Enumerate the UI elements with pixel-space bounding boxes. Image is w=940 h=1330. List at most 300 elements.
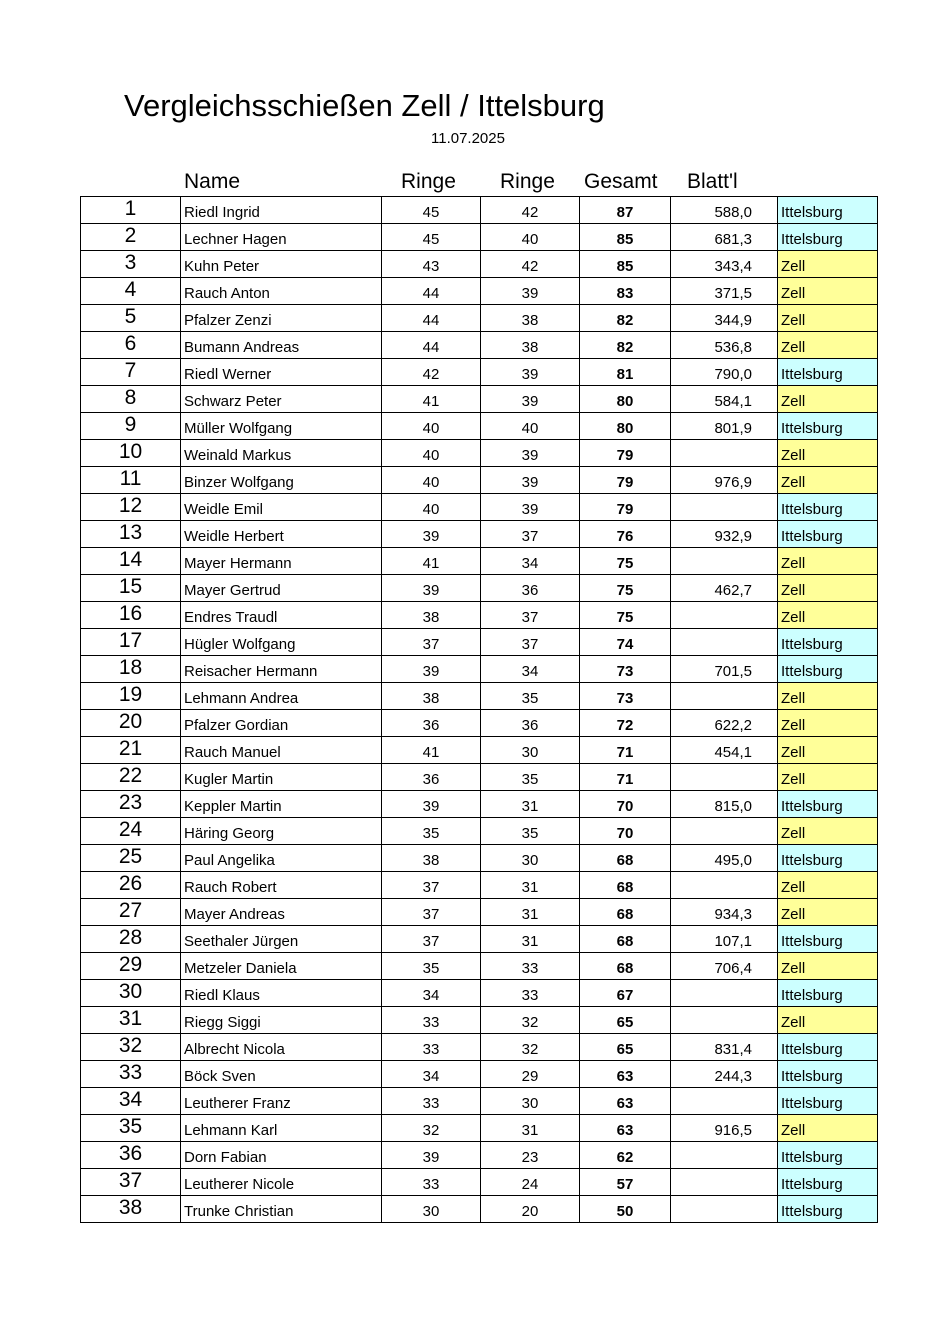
blattl-cell [671, 602, 778, 629]
rank-cell: 9 [81, 413, 181, 440]
ringe-1-cell: 33 [382, 1088, 481, 1115]
club-cell: Ittelsburg [778, 359, 878, 386]
gesamt-cell: 81 [580, 359, 671, 386]
table-row [81, 359, 878, 386]
blattl-cell [671, 440, 778, 467]
club-cell: Ittelsburg [778, 980, 878, 1007]
ringe-1-cell: 39 [382, 521, 481, 548]
header-gesamt: Gesamt [584, 170, 658, 193]
ringe-1-cell: 36 [382, 764, 481, 791]
name-cell: Kugler Martin [181, 764, 382, 791]
blattl-cell: 462,7 [671, 575, 778, 602]
ringe-2-cell: 37 [481, 602, 580, 629]
name-cell: Rauch Manuel [181, 737, 382, 764]
ringe-2-cell: 35 [481, 818, 580, 845]
ringe-1-cell: 40 [382, 467, 481, 494]
club-cell: Zell [778, 332, 878, 359]
rank-cell: 2 [81, 224, 181, 251]
table-row [81, 656, 878, 683]
name-cell: Rauch Robert [181, 872, 382, 899]
table-row [81, 197, 878, 224]
gesamt-cell: 63 [580, 1115, 671, 1142]
gesamt-cell: 63 [580, 1061, 671, 1088]
name-cell: Metzeler Daniela [181, 953, 382, 980]
club-cell: Ittelsburg [778, 1142, 878, 1169]
rank-cell: 18 [81, 656, 181, 683]
gesamt-cell: 68 [580, 899, 671, 926]
results-table-body [81, 197, 878, 1223]
ringe-2-cell: 37 [481, 521, 580, 548]
gesamt-cell: 80 [580, 413, 671, 440]
blattl-cell: 344,9 [671, 305, 778, 332]
ringe-2-cell: 32 [481, 1034, 580, 1061]
club-cell: Zell [778, 737, 878, 764]
club-cell: Zell [778, 953, 878, 980]
gesamt-cell: 68 [580, 926, 671, 953]
ringe-2-cell: 40 [481, 224, 580, 251]
name-cell: Albrecht Nicola [181, 1034, 382, 1061]
table-row [81, 683, 878, 710]
gesamt-cell: 87 [580, 197, 671, 224]
blattl-cell: 536,8 [671, 332, 778, 359]
club-cell: Zell [778, 872, 878, 899]
ringe-2-cell: 23 [481, 1142, 580, 1169]
ringe-2-cell: 38 [481, 332, 580, 359]
club-cell: Ittelsburg [778, 1196, 878, 1223]
rank-cell: 3 [81, 251, 181, 278]
ringe-2-cell: 30 [481, 845, 580, 872]
table-row [81, 332, 878, 359]
rank-cell: 29 [81, 953, 181, 980]
blattl-cell: 701,5 [671, 656, 778, 683]
blattl-cell [671, 872, 778, 899]
table-row [81, 278, 878, 305]
ringe-2-cell: 39 [481, 278, 580, 305]
club-cell: Ittelsburg [778, 224, 878, 251]
ringe-1-cell: 44 [382, 332, 481, 359]
rank-cell: 38 [81, 1196, 181, 1223]
ringe-1-cell: 41 [382, 386, 481, 413]
club-cell: Zell [778, 683, 878, 710]
gesamt-cell: 71 [580, 737, 671, 764]
name-cell: Paul Angelika [181, 845, 382, 872]
ringe-1-cell: 39 [382, 575, 481, 602]
club-cell: Zell [778, 548, 878, 575]
name-cell: Böck Sven [181, 1061, 382, 1088]
gesamt-cell: 73 [580, 683, 671, 710]
gesamt-cell: 80 [580, 386, 671, 413]
header-blattl: Blatt'l [687, 170, 738, 193]
gesamt-cell: 68 [580, 872, 671, 899]
club-cell: Ittelsburg [778, 1034, 878, 1061]
name-cell: Mayer Andreas [181, 899, 382, 926]
rank-cell: 27 [81, 899, 181, 926]
table-row [81, 764, 878, 791]
ringe-2-cell: 39 [481, 467, 580, 494]
ringe-1-cell: 37 [382, 899, 481, 926]
name-cell: Binzer Wolfgang [181, 467, 382, 494]
ringe-1-cell: 30 [382, 1196, 481, 1223]
name-cell: Müller Wolfgang [181, 413, 382, 440]
ringe-1-cell: 34 [382, 980, 481, 1007]
name-cell: Weidle Herbert [181, 521, 382, 548]
ringe-1-cell: 33 [382, 1169, 481, 1196]
ringe-2-cell: 39 [481, 440, 580, 467]
table-row [81, 548, 878, 575]
name-cell: Bumann Andreas [181, 332, 382, 359]
rank-cell: 7 [81, 359, 181, 386]
ringe-2-cell: 31 [481, 791, 580, 818]
rank-cell: 22 [81, 764, 181, 791]
gesamt-cell: 79 [580, 494, 671, 521]
blattl-cell: 244,3 [671, 1061, 778, 1088]
blattl-cell: 790,0 [671, 359, 778, 386]
club-cell: Zell [778, 710, 878, 737]
club-cell: Ittelsburg [778, 629, 878, 656]
event-date: 11.07.2025 [431, 130, 505, 147]
ringe-2-cell: 33 [481, 953, 580, 980]
rank-cell: 23 [81, 791, 181, 818]
table-row [81, 1142, 878, 1169]
ringe-2-cell: 31 [481, 1115, 580, 1142]
club-cell: Zell [778, 1007, 878, 1034]
ringe-2-cell: 31 [481, 899, 580, 926]
rank-cell: 28 [81, 926, 181, 953]
club-cell: Ittelsburg [778, 845, 878, 872]
blattl-cell [671, 818, 778, 845]
ringe-1-cell: 32 [382, 1115, 481, 1142]
table-row [81, 602, 878, 629]
table-row [81, 980, 878, 1007]
table-row [81, 224, 878, 251]
ringe-1-cell: 40 [382, 413, 481, 440]
gesamt-cell: 57 [580, 1169, 671, 1196]
blattl-cell: 934,3 [671, 899, 778, 926]
ringe-1-cell: 33 [382, 1007, 481, 1034]
rank-cell: 26 [81, 872, 181, 899]
blattl-cell: 584,1 [671, 386, 778, 413]
table-row [81, 845, 878, 872]
name-cell: Leutherer Franz [181, 1088, 382, 1115]
ringe-1-cell: 40 [382, 440, 481, 467]
blattl-cell [671, 1196, 778, 1223]
ringe-2-cell: 37 [481, 629, 580, 656]
club-cell: Zell [778, 818, 878, 845]
blattl-cell [671, 1142, 778, 1169]
ringe-1-cell: 45 [382, 197, 481, 224]
ringe-2-cell: 35 [481, 764, 580, 791]
club-cell: Zell [778, 251, 878, 278]
blattl-cell: 916,5 [671, 1115, 778, 1142]
name-cell: Trunke Christian [181, 1196, 382, 1223]
ringe-1-cell: 35 [382, 818, 481, 845]
gesamt-cell: 62 [580, 1142, 671, 1169]
rank-cell: 34 [81, 1088, 181, 1115]
rank-cell: 15 [81, 575, 181, 602]
rank-cell: 12 [81, 494, 181, 521]
table-row [81, 710, 878, 737]
ringe-1-cell: 41 [382, 737, 481, 764]
name-cell: Lechner Hagen [181, 224, 382, 251]
rank-cell: 37 [81, 1169, 181, 1196]
blattl-cell: 681,3 [671, 224, 778, 251]
blattl-cell: 815,0 [671, 791, 778, 818]
rank-cell: 4 [81, 278, 181, 305]
club-cell: Zell [778, 899, 878, 926]
rank-cell: 8 [81, 386, 181, 413]
rank-cell: 19 [81, 683, 181, 710]
gesamt-cell: 50 [580, 1196, 671, 1223]
club-cell: Zell [778, 575, 878, 602]
blattl-cell [671, 980, 778, 1007]
ringe-1-cell: 44 [382, 278, 481, 305]
rank-cell: 25 [81, 845, 181, 872]
ringe-1-cell: 39 [382, 791, 481, 818]
table-row [81, 575, 878, 602]
ringe-2-cell: 40 [481, 413, 580, 440]
blattl-cell: 107,1 [671, 926, 778, 953]
ringe-2-cell: 36 [481, 710, 580, 737]
rank-cell: 16 [81, 602, 181, 629]
gesamt-cell: 68 [580, 953, 671, 980]
ringe-1-cell: 41 [382, 548, 481, 575]
club-cell: Ittelsburg [778, 1061, 878, 1088]
ringe-1-cell: 37 [382, 926, 481, 953]
table-row [81, 494, 878, 521]
blattl-cell: 588,0 [671, 197, 778, 224]
table-row [81, 818, 878, 845]
name-cell: Pfalzer Gordian [181, 710, 382, 737]
ringe-1-cell: 42 [382, 359, 481, 386]
blattl-cell: 622,2 [671, 710, 778, 737]
rank-cell: 14 [81, 548, 181, 575]
gesamt-cell: 75 [580, 548, 671, 575]
table-row [81, 251, 878, 278]
name-cell: Dorn Fabian [181, 1142, 382, 1169]
ringe-1-cell: 33 [382, 1034, 481, 1061]
ringe-1-cell: 39 [382, 656, 481, 683]
blattl-cell: 343,4 [671, 251, 778, 278]
name-cell: Riegg Siggi [181, 1007, 382, 1034]
club-cell: Zell [778, 278, 878, 305]
club-cell: Ittelsburg [778, 791, 878, 818]
table-row [81, 737, 878, 764]
gesamt-cell: 75 [580, 575, 671, 602]
gesamt-cell: 63 [580, 1088, 671, 1115]
rank-cell: 24 [81, 818, 181, 845]
club-cell: Ittelsburg [778, 494, 878, 521]
gesamt-cell: 65 [580, 1034, 671, 1061]
rank-cell: 5 [81, 305, 181, 332]
page-title: Vergleichsschießen Zell / Ittelsburg [124, 88, 605, 123]
gesamt-cell: 85 [580, 224, 671, 251]
blattl-cell [671, 629, 778, 656]
blattl-cell: 831,4 [671, 1034, 778, 1061]
table-row [81, 521, 878, 548]
name-cell: Keppler Martin [181, 791, 382, 818]
gesamt-cell: 72 [580, 710, 671, 737]
gesamt-cell: 82 [580, 332, 671, 359]
name-cell: Weinald Markus [181, 440, 382, 467]
rank-cell: 21 [81, 737, 181, 764]
club-cell: Zell [778, 1115, 878, 1142]
ringe-2-cell: 31 [481, 872, 580, 899]
ringe-2-cell: 38 [481, 305, 580, 332]
table-row [81, 1088, 878, 1115]
ringe-2-cell: 29 [481, 1061, 580, 1088]
gesamt-cell: 68 [580, 845, 671, 872]
name-cell: Leutherer Nicole [181, 1169, 382, 1196]
ringe-1-cell: 39 [382, 1142, 481, 1169]
blattl-cell [671, 1169, 778, 1196]
name-cell: Lehmann Karl [181, 1115, 382, 1142]
blattl-cell [671, 1007, 778, 1034]
ringe-1-cell: 37 [382, 629, 481, 656]
table-row [81, 1061, 878, 1088]
ringe-2-cell: 42 [481, 197, 580, 224]
ringe-2-cell: 39 [481, 386, 580, 413]
club-cell: Ittelsburg [778, 656, 878, 683]
club-cell: Zell [778, 386, 878, 413]
table-row [81, 413, 878, 440]
rank-cell: 36 [81, 1142, 181, 1169]
name-cell: Kuhn Peter [181, 251, 382, 278]
name-cell: Riedl Ingrid [181, 197, 382, 224]
ringe-1-cell: 44 [382, 305, 481, 332]
gesamt-cell: 70 [580, 791, 671, 818]
ringe-2-cell: 31 [481, 926, 580, 953]
gesamt-cell: 74 [580, 629, 671, 656]
table-row [81, 629, 878, 656]
ringe-2-cell: 42 [481, 251, 580, 278]
ringe-2-cell: 35 [481, 683, 580, 710]
rank-cell: 35 [81, 1115, 181, 1142]
name-cell: Seethaler Jürgen [181, 926, 382, 953]
name-cell: Häring Georg [181, 818, 382, 845]
gesamt-cell: 67 [580, 980, 671, 1007]
name-cell: Weidle Emil [181, 494, 382, 521]
table-row [81, 305, 878, 332]
gesamt-cell: 76 [580, 521, 671, 548]
header-ringe-1: Ringe [401, 170, 456, 193]
ringe-1-cell: 38 [382, 845, 481, 872]
gesamt-cell: 71 [580, 764, 671, 791]
ringe-2-cell: 34 [481, 656, 580, 683]
ringe-1-cell: 34 [382, 1061, 481, 1088]
name-cell: Mayer Hermann [181, 548, 382, 575]
gesamt-cell: 65 [580, 1007, 671, 1034]
blattl-cell: 976,9 [671, 467, 778, 494]
table-row [81, 1034, 878, 1061]
ringe-1-cell: 45 [382, 224, 481, 251]
ringe-2-cell: 34 [481, 548, 580, 575]
table-row [81, 872, 878, 899]
rank-cell: 30 [81, 980, 181, 1007]
ringe-2-cell: 30 [481, 1088, 580, 1115]
blattl-cell: 454,1 [671, 737, 778, 764]
table-row [81, 1169, 878, 1196]
rank-cell: 10 [81, 440, 181, 467]
table-row [81, 791, 878, 818]
blattl-cell [671, 548, 778, 575]
table-row [81, 386, 878, 413]
blattl-cell: 706,4 [671, 953, 778, 980]
rank-cell: 6 [81, 332, 181, 359]
rank-cell: 32 [81, 1034, 181, 1061]
club-cell: Ittelsburg [778, 521, 878, 548]
gesamt-cell: 82 [580, 305, 671, 332]
name-cell: Endres Traudl [181, 602, 382, 629]
table-row [81, 1007, 878, 1034]
rank-cell: 31 [81, 1007, 181, 1034]
gesamt-cell: 85 [580, 251, 671, 278]
table-row [81, 926, 878, 953]
ringe-1-cell: 35 [382, 953, 481, 980]
ringe-1-cell: 38 [382, 683, 481, 710]
blattl-cell [671, 683, 778, 710]
name-cell: Rauch Anton [181, 278, 382, 305]
gesamt-cell: 70 [580, 818, 671, 845]
rank-cell: 13 [81, 521, 181, 548]
rank-cell: 20 [81, 710, 181, 737]
ringe-2-cell: 39 [481, 494, 580, 521]
blattl-cell [671, 1088, 778, 1115]
club-cell: Zell [778, 305, 878, 332]
table-row [81, 1115, 878, 1142]
ringe-2-cell: 24 [481, 1169, 580, 1196]
club-cell: Zell [778, 440, 878, 467]
blattl-cell: 495,0 [671, 845, 778, 872]
name-cell: Mayer Gertrud [181, 575, 382, 602]
rank-cell: 11 [81, 467, 181, 494]
gesamt-cell: 79 [580, 467, 671, 494]
gesamt-cell: 79 [580, 440, 671, 467]
club-cell: Ittelsburg [778, 1088, 878, 1115]
rank-cell: 17 [81, 629, 181, 656]
ringe-1-cell: 40 [382, 494, 481, 521]
header-ringe-2: Ringe [500, 170, 555, 193]
club-cell: Ittelsburg [778, 1169, 878, 1196]
name-cell: Hügler Wolfgang [181, 629, 382, 656]
ringe-2-cell: 32 [481, 1007, 580, 1034]
club-cell: Zell [778, 602, 878, 629]
ringe-2-cell: 30 [481, 737, 580, 764]
name-cell: Riedl Werner [181, 359, 382, 386]
ringe-2-cell: 33 [481, 980, 580, 1007]
table-row [81, 953, 878, 980]
ringe-2-cell: 36 [481, 575, 580, 602]
ringe-2-cell: 20 [481, 1196, 580, 1223]
club-cell: Zell [778, 467, 878, 494]
club-cell: Zell [778, 764, 878, 791]
club-cell: Ittelsburg [778, 926, 878, 953]
results-table [80, 196, 878, 1223]
gesamt-cell: 75 [580, 602, 671, 629]
name-cell: Lehmann Andrea [181, 683, 382, 710]
club-cell: Ittelsburg [778, 197, 878, 224]
ringe-1-cell: 43 [382, 251, 481, 278]
ringe-1-cell: 37 [382, 872, 481, 899]
name-cell: Pfalzer Zenzi [181, 305, 382, 332]
blattl-cell [671, 494, 778, 521]
blattl-cell: 371,5 [671, 278, 778, 305]
ringe-2-cell: 39 [481, 359, 580, 386]
ringe-1-cell: 36 [382, 710, 481, 737]
table-row [81, 440, 878, 467]
table-row [81, 1196, 878, 1223]
rank-cell: 1 [81, 197, 181, 224]
rank-cell: 33 [81, 1061, 181, 1088]
